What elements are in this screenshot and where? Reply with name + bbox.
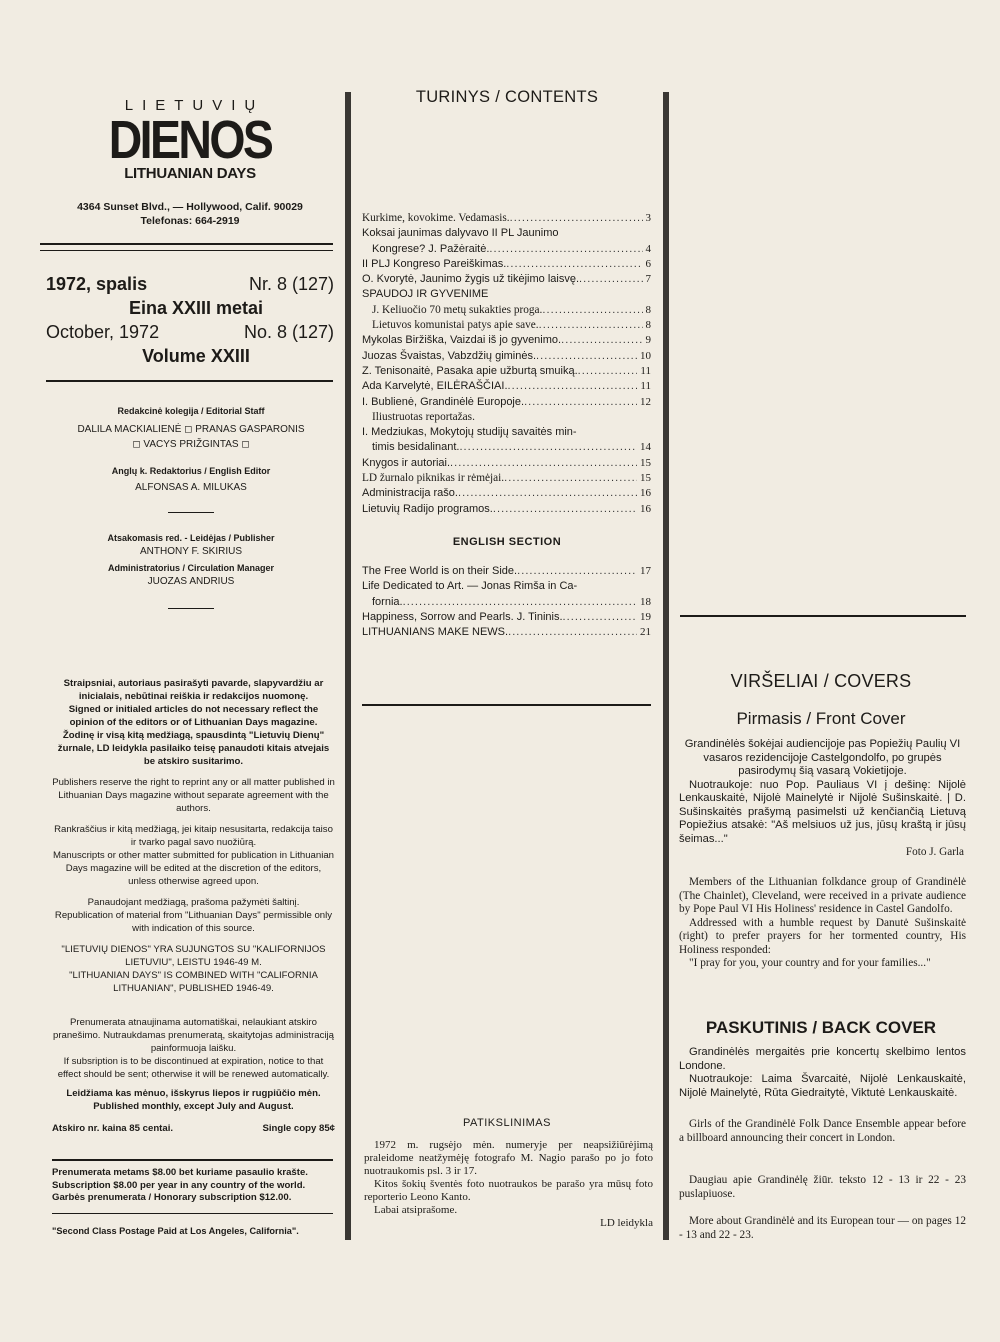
contents-entry-page: 3 [645, 212, 651, 224]
front-cover-photo-credit: Foto J. Garla [905, 846, 964, 858]
issue-en-number: No. 8 (127) [243, 322, 334, 342]
contents-entry-leader [539, 318, 643, 333]
back-cover-lt-caption: Grandinėlės mergaitės prie koncertų skelbimo lentos Londone. [679, 1046, 966, 1072]
contents-entry-leader [578, 364, 638, 379]
contents-entry [362, 410, 651, 425]
contents-entry-leader [493, 502, 637, 517]
contents-entry-page: 17 [640, 565, 651, 577]
subscription-notices [52, 1016, 335, 1135]
contents-entry-page: 16 [640, 487, 651, 500]
back-cover-more [679, 1174, 966, 1242]
contents-entry [362, 486, 651, 501]
contents-entry-page: 11 [640, 380, 651, 393]
contents-entry-title: Koksai jaunimas dalyvavo II PL Jaunimo [362, 227, 559, 240]
erratum-signature: LD leidykla [600, 1217, 653, 1229]
notices [52, 677, 335, 995]
phone: Telefonas: 664-2919 [140, 215, 240, 227]
contents-entry-title: timis besidalinant. [372, 441, 460, 454]
contents-entry-page: 21 [640, 626, 651, 639]
masthead-subtitle: LITHUANIAN DAYS [124, 165, 256, 182]
issue-lt-year: Eina XXIII metai [128, 298, 264, 318]
contents-entry [362, 502, 651, 517]
column-rule-right [663, 92, 669, 1240]
front-cover-en [679, 876, 966, 971]
contents-entry-title: Iliustruotas reportažas. [372, 410, 475, 423]
issue-en-volume: Volume XXIII [142, 346, 250, 366]
contents-entry [362, 625, 651, 640]
subscription-lt: Prenumerata atnaujinama automatiškai, nelaukiant atskiro pranešimo. Nutraukdamas prenumeratą, skaitytojas administraciją painformuoja laišku. [52, 1017, 334, 1054]
masthead-column [40, 95, 340, 227]
admin-label: Administratorius / Circulation Manager [107, 563, 275, 573]
short-divider [168, 512, 214, 513]
front-cover-en-caption: Members of the Lithuanian folkdance group of Grandinėlė (The Chainlet), Cleveland, were received in a private audience by Pope Paul VI His Holiness' residence in Castel Gandolfo. [679, 876, 966, 915]
contents-entry-page: 8 [645, 319, 651, 332]
price-lt: Atskiro nr. kaina 85 centai. [52, 1123, 174, 1134]
front-cover-en-details: Addressed with a humble request by Danutė Sušinskaitė (right) to prefer prayers for her tormented country, His Holiness responded: [679, 916, 966, 956]
back-cover-more-lt: Daugiau apie Grandinėlę žiūr. teksto 12 - 13 ir 22 - 23 puslapiuose. [679, 1174, 966, 1200]
contents-entry-leader [510, 211, 643, 226]
contents-entry [362, 211, 651, 226]
contents-entry-leader [517, 564, 637, 579]
contents-entry-page: 14 [640, 441, 651, 454]
contents-entry-page: 12 [640, 395, 651, 408]
erratum-paragraph-1: 1972 m. rugsėjo mėn. numeryje per neapsižiūrėjimą praleidome neatžymėję fotografo M. Nagio parašo po jo foto nuotraukomis psl. 3 ir 17. [364, 1139, 653, 1177]
contents-entry-page: 19 [640, 610, 651, 623]
staff-box [46, 405, 336, 609]
english-contents-list [362, 564, 651, 640]
covers-heading: VIRŠELIAI / COVERS [730, 671, 912, 691]
contents-entry-title: Lietuvių Radijo programos. [362, 502, 493, 515]
front-cover-lt-caption: Grandinėlės šokėjai audiencijoje pas Popiežių Paulių VI vasaros rezidencijoje Castelgondolfo, po grupės pasirodymų šią vasarą Vokietijoje. [684, 738, 961, 777]
contents-entry-title: LITHUANIANS MAKE NEWS. [362, 626, 509, 639]
contents-entry [362, 303, 651, 318]
divider [52, 1213, 333, 1214]
contents-entry [362, 471, 651, 486]
masthead-top: LIETUVIŲ [124, 97, 265, 114]
divider [46, 380, 333, 382]
contents-entry-title: Lietuvos komunistai patys apie save. [372, 319, 539, 332]
contents-entry-title: Z. Tenisonaitė, Pasaka apie užburtą smuiką. [362, 364, 578, 377]
contents-entry-title: LD žurnalo piknikas ir rėmėjai. [362, 472, 505, 485]
subscription-rate-lt: Prenumerata metams $8.00 bet kuriame pasaulio krašte. [52, 1167, 308, 1178]
contents-entry-title: Ada Karvelytė, EILĖRAŠČIAI. [362, 380, 508, 393]
divider [362, 704, 651, 706]
notice-en-2: Publishers reserve the right to reprint any or all matter published in Lithuanian Days magazine without separate agreement with the authors. [52, 777, 335, 814]
back-cover-en [679, 1118, 966, 1145]
short-divider [168, 608, 214, 609]
contents-entry [362, 456, 651, 471]
back-cover-en-caption: Girls of the Grandinėlė Folk Dance Ensemble appear before a billboard announcing their concert in London. [679, 1118, 966, 1144]
divider [680, 615, 966, 617]
contents-entry [362, 579, 651, 594]
subscription-rate-en: Subscription $8.00 per year in any country of the world. [52, 1179, 306, 1191]
contents-entry-title: Life Dedicated to Art. — Jonas Rimša in Ca- [362, 580, 578, 593]
contents-entry-page: 7 [645, 273, 651, 286]
contents-entry [362, 349, 651, 364]
erratum-body [364, 1139, 653, 1230]
issue-lt-number: Nr. 8 (127) [248, 274, 334, 294]
contents-entry-leader [504, 471, 637, 486]
contents-heading: TURINYS / CONTENTS [415, 88, 599, 106]
back-cover-heading: PASKUTINIS / BACK COVER [705, 1018, 937, 1037]
contents-entry-title: fornia. [372, 595, 403, 608]
contents-entry-title: J. Keliuočio 70 metų sukakties proga. [372, 303, 543, 316]
notice-lt-4: Panaudojant medžiagą, prašoma pažymėti šaltinį. [87, 897, 300, 908]
subscription-en: If subsription is to be discontinued at expiration, notice to that effect should be sent; otherwise it will be renewed automatically. [57, 1056, 330, 1080]
contents-entry [362, 318, 651, 333]
contents-entry-title: Knygos ir autoriai. [362, 456, 451, 469]
notice-lt-3: Rankraščius ir kitą medžiagą, jei kitaip nesusitarta, redakcija taiso ir tvarko pagal savo nuožiūrą. [54, 824, 333, 848]
contents-entry-title: Mykolas Biržiška, Vaizdai iš jo gyvenimo. [362, 334, 562, 347]
contents-entry [362, 395, 651, 410]
contents-entry-title: Kurkime, kovokime. Vedamasis. [362, 212, 510, 224]
editors-line-1: DALILA MACKIALIENĖ ◻ PRANAS GASPARONIS [77, 424, 305, 435]
notice-en-4: Republication of material from "Lithuanian Days" permissible only with indication of this source. [54, 910, 333, 934]
contents-entry-title: Juozas Švaistas, Vabzdžių giminės. [362, 349, 537, 362]
notice-lt-1: Straipsniai, autoriaus pasirašyti pavarde, slapyvardžiu ar inicialais, nebūtinai reiškia ir redakcijos nuomonę. [63, 678, 324, 702]
contents-entry-page: 11 [640, 364, 651, 377]
contents-entry-leader [563, 610, 637, 625]
contents-entry-title: Administracija rašo. [362, 487, 458, 500]
contents-entry [362, 287, 651, 302]
contents-entry-leader [506, 257, 642, 272]
masthead-title: DIENOS [108, 110, 272, 170]
contents-entry [362, 272, 651, 287]
publisher-name: ANTHONY F. SKIRIUS [139, 546, 243, 557]
contents-entry-leader [508, 625, 637, 640]
subscription-rates [52, 1167, 335, 1205]
frequency-lt: Leidžiama kas mėnuo, išskyrus liepos ir rugpiūčio mėn. [66, 1088, 321, 1099]
english-editor-label: Anglų k. Redaktorius / English Editor [111, 466, 271, 476]
issue-info [46, 272, 336, 368]
divider [40, 250, 333, 251]
contents-entry [362, 226, 651, 241]
contents-entry-page: 18 [640, 595, 651, 608]
contents-entry-leader [524, 395, 637, 410]
contents-entry-leader [536, 349, 637, 364]
contents-entry-page: 10 [640, 349, 651, 362]
contents-entry-title: Kongrese? J. Pažėraitė. [372, 242, 490, 255]
contents-entry-page: 6 [645, 257, 651, 270]
price-en: Single copy 85¢ [262, 1123, 335, 1134]
erratum-paragraph-2: Kitos šokių šventės foto nuotraukos be parašo yra mūsų foto reporterio Leono Kanto. [364, 1178, 653, 1203]
contents-entry [362, 379, 651, 394]
notice-lt-2: Žodinę ir visą kitą medžiagą, spausdintą "Lietuvių Dienų" žurnale, LD leidykla pasilaiko teisę panaudoti kitais atvejais be atskiro susitarimo. [57, 730, 330, 767]
notice-en-5: "LITHUANIAN DAYS" IS COMBINED WITH "CALIFORNIA LITHUANIAN", PUBLISHED 1946-49. [69, 970, 318, 994]
front-cover-lt [679, 738, 966, 860]
divider [40, 243, 333, 245]
contents-entry-page: 15 [640, 456, 651, 469]
contents-entry [362, 440, 651, 455]
issue-en-date: October, 1972 [46, 322, 160, 342]
erratum-heading: PATIKSLINIMAS [462, 1117, 551, 1129]
contents-entry [362, 595, 651, 610]
erratum-apology: Labai atsiprašome. [374, 1204, 458, 1216]
contents-entry-leader [459, 440, 637, 455]
contents-entry-title: O. Kvorytė, Jaunimo žygis už tikėjimo laisvę. [362, 273, 580, 286]
contents-entry-leader [542, 303, 642, 318]
front-cover-en-quote: "I pray for you, your country and for your families..." [689, 957, 931, 969]
contents-entry-page: 16 [640, 502, 651, 515]
contents-entry-leader [508, 379, 638, 394]
contents-entry [362, 564, 651, 579]
address: 4364 Sunset Blvd., — Hollywood, Calif. 90029 [77, 201, 303, 213]
editors-line-2: ◻ VACYS PRIŽGINTAS ◻ [132, 439, 250, 450]
contents-entry [362, 333, 651, 348]
contents-entry-leader [489, 242, 642, 257]
contents-entry-page: 15 [640, 472, 651, 485]
notice-en-1: Signed or initialed articles do not necessary reflect the opinion of the editors or of Lithuanian Days magazine. [68, 704, 319, 728]
notice-en-3: Manuscripts or other matter submitted for publication in Lithuanian Days magazine will be edited at the discretion of the editors, unless otherwise agreed upon. [52, 850, 335, 887]
contents-entry [362, 425, 651, 440]
issue-lt-date: 1972, spalis [46, 274, 148, 294]
back-cover-lt-details: Nuotraukoje: Laima Švarcaitė, Nijolė Lenkauskaitė, Nijolė Mainelytė, Rūta Giedraitytė, Viktutė Lenkauskaitė. [679, 1073, 966, 1099]
contents-entry-leader [458, 486, 637, 501]
english-editor-name: ALFONSAS A. MILUKAS [135, 482, 247, 493]
contents-list [362, 211, 651, 517]
front-cover-lt-details: Nuotraukoje: nuo Pop. Pauliaus VI į dešinę: Nijolė Lenkauskaitė, Nijolė Mainelytė ir Nijolė Sušinskaitė. | D. Sušinskaitės prašymą pasimelsti už kenčiančią Lietuvą Popiežius atsakė: "Aš melsiuos už jus, jūsų kraštą ir jūsų šeimas..." [679, 778, 966, 845]
contents-entry-title: I. Medziukas, Mokytojų studijų savaitės min- [362, 426, 577, 439]
contents-entry-title: Happiness, Sorrow and Pearls. J. Tininis. [362, 610, 563, 623]
contents-entry-page: 9 [645, 334, 651, 347]
back-cover-lt [679, 1046, 966, 1100]
english-section-heading: ENGLISH SECTION [452, 536, 562, 548]
column-rule-left [345, 92, 351, 1240]
contents-entry-leader [561, 333, 642, 348]
contents-entry-leader [403, 595, 637, 610]
contents-entry-title: I. Bublienė, Grandinėlė Europoje. [362, 395, 525, 408]
contents-entry [362, 610, 651, 625]
contents-entry-title: II PLJ Kongreso Pareiškimas. [362, 257, 507, 270]
admin-name: JUOZAS ANDRIUS [147, 576, 235, 587]
contents-entry-title: SPAUDOJ IR GYVENIME [362, 288, 489, 301]
postage-note: "Second Class Postage Paid at Los Angeles, California". [52, 1226, 299, 1236]
contents-entry-leader [450, 456, 637, 471]
notice-lt-5: "LIETUVIŲ DIENOS" YRA SUJUNGTOS SU "KALIFORNIJOS LIETUVIU", LEISTU 1946-49 M. [61, 944, 326, 968]
honorary-subscription: Garbės prenumerata / Honorary subscription $12.00. [52, 1192, 292, 1203]
divider [52, 1159, 333, 1161]
contents-entry-page: 4 [645, 242, 651, 255]
contents-entry [362, 242, 651, 257]
contents-entry [362, 364, 651, 379]
editorial-label: Redakcinė kolegija / Editorial Staff [117, 406, 265, 416]
frequency-en: Published monthly, except July and August. [93, 1101, 294, 1112]
contents-entry-title: The Free World is on their Side. [362, 565, 518, 577]
back-cover-more-en: More about Grandinėlė and its European tour — on pages 12 - 13 and 22 - 23. [679, 1215, 966, 1241]
contents-entry [362, 257, 651, 272]
publisher-label: Atsakomasis red. - Leidėjas / Publisher [107, 533, 275, 543]
contents-entry-page: 8 [645, 303, 651, 316]
front-cover-heading: Pirmasis / Front Cover [736, 709, 906, 728]
contents-entry-leader [579, 272, 642, 287]
